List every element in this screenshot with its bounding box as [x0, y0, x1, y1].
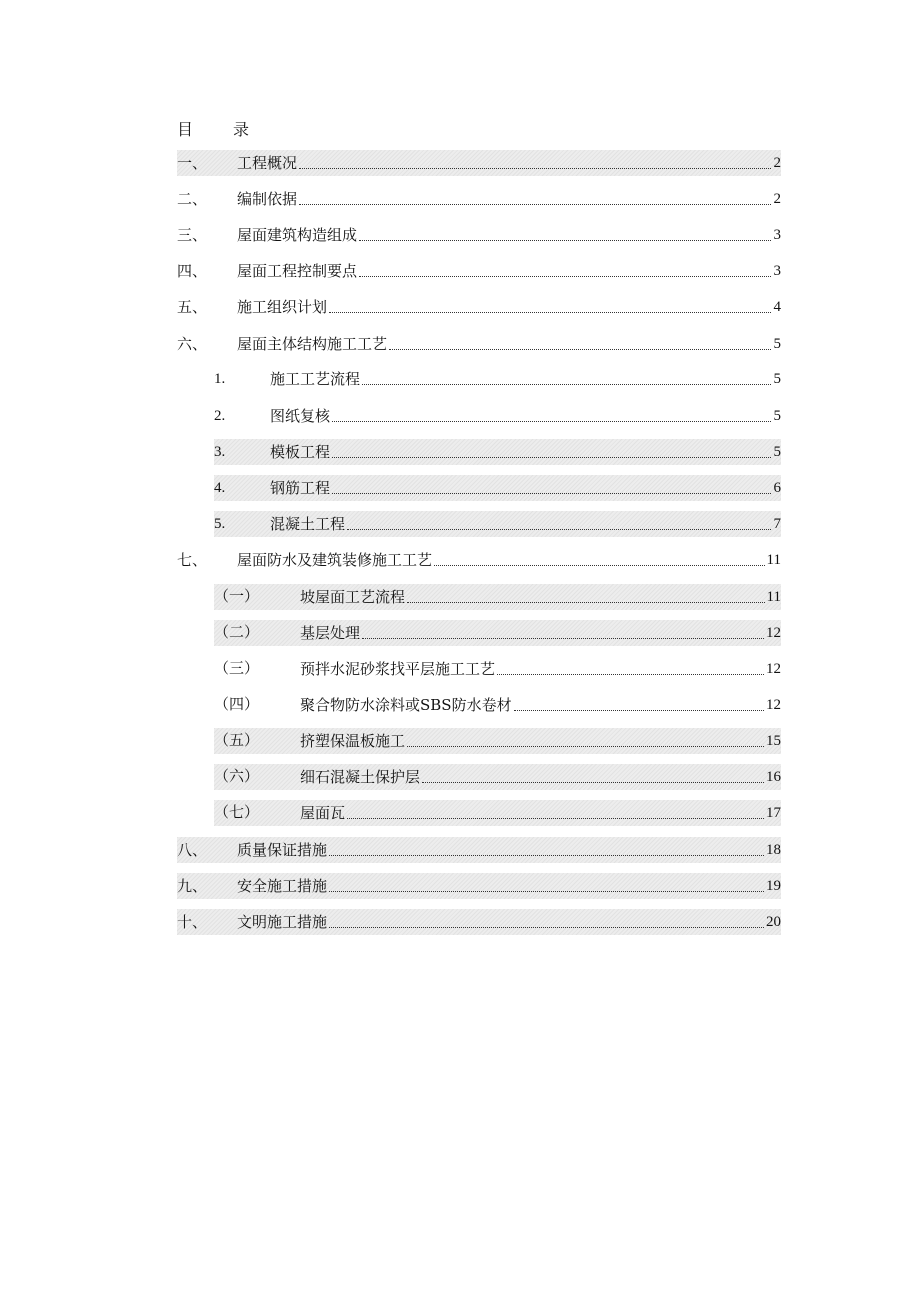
- toc-entry[interactable]: [214, 764, 781, 790]
- toc-entry[interactable]: [177, 909, 781, 935]
- toc-entry[interactable]: [177, 331, 781, 357]
- toc-entry[interactable]: [214, 620, 781, 646]
- toc-entry-number: 1.: [214, 371, 226, 387]
- toc-entry[interactable]: [177, 873, 781, 899]
- toc-leader-dots: [332, 403, 771, 429]
- toc-entry-label: 安全施工措施: [237, 877, 328, 895]
- toc-leader-dots: [299, 186, 771, 212]
- toc-entry-label: 钢筋工程: [270, 479, 331, 497]
- toc-entry-label: 工程概况: [237, 154, 298, 172]
- toc-entry[interactable]: [177, 222, 781, 248]
- toc-entry-number: 五、: [177, 298, 208, 316]
- toc-leader-dots: [332, 475, 771, 501]
- toc-entry-label: 编制依据: [237, 190, 298, 208]
- toc-leader-dots: [329, 837, 764, 863]
- toc-entry-number: （二）: [214, 625, 260, 641]
- toc-leader-dots: [329, 294, 771, 320]
- toc-entry-label: 屋面防水及建筑装修施工工艺: [237, 551, 433, 569]
- toc-entry-number: 二、: [177, 190, 208, 208]
- toc-leader-dots: [329, 873, 764, 899]
- toc-entry-number: （三）: [214, 661, 260, 677]
- toc-entry-label: 屋面主体结构施工工艺: [237, 335, 388, 353]
- toc-entry-number: 一、: [177, 154, 208, 172]
- toc-entry[interactable]: [177, 547, 781, 573]
- toc-entry-page: 16: [766, 769, 781, 785]
- toc-entry-number: 四、: [177, 262, 208, 280]
- toc-entry[interactable]: [177, 294, 781, 320]
- toc-entry-page: 12: [766, 697, 781, 713]
- toc-entry[interactable]: [177, 837, 781, 863]
- toc-entry[interactable]: [214, 584, 781, 610]
- toc-entry-label: 施工工艺流程: [270, 370, 361, 388]
- toc-entry-page: 12: [766, 625, 781, 641]
- toc-entry-page: 2: [773, 191, 781, 207]
- toc-entry-page: 5: [773, 371, 781, 387]
- toc-entry[interactable]: [214, 403, 781, 429]
- toc-entry[interactable]: [177, 186, 781, 212]
- toc-entry-number: （六）: [214, 769, 260, 785]
- toc-entry-number: 3.: [214, 444, 226, 460]
- toc-entry[interactable]: [214, 728, 781, 754]
- toc-entry-label: 预拌水泥砂浆找平层施工工艺: [300, 660, 496, 678]
- toc-title: [177, 118, 249, 142]
- toc-entry-number: （七）: [214, 805, 260, 821]
- toc-entry-page: 17: [766, 805, 781, 821]
- toc-entry[interactable]: [214, 439, 781, 465]
- toc-entry-page: 15: [766, 733, 781, 749]
- toc-leader-dots: [332, 439, 771, 465]
- toc-entry[interactable]: [177, 150, 781, 176]
- toc-entry-label: 屋面工程控制要点: [237, 262, 358, 280]
- toc-leader-dots: [299, 150, 771, 176]
- toc-leader-dots: [407, 584, 765, 610]
- toc-leader-dots: [329, 909, 764, 935]
- toc-entry-page: 19: [766, 878, 781, 894]
- toc-entry-page: 3: [773, 263, 781, 279]
- toc-entry[interactable]: [177, 258, 781, 284]
- toc-entry-label: 屋面瓦: [300, 804, 346, 822]
- toc-entry-page: 5: [773, 336, 781, 352]
- toc-entry-number: 六、: [177, 335, 208, 353]
- toc-entry-label: 模板工程: [270, 443, 331, 461]
- toc-leader-dots: [359, 258, 771, 284]
- toc-entry-label: 坡屋面工艺流程: [300, 588, 406, 606]
- toc-entry[interactable]: [214, 475, 781, 501]
- toc-entry-label: 屋面建筑构造组成: [237, 226, 358, 244]
- toc-leader-dots: [359, 222, 771, 248]
- toc-entry[interactable]: [214, 692, 781, 718]
- toc-entry-label: 图纸复核: [270, 407, 331, 425]
- toc-entry-number: 4.: [214, 480, 226, 496]
- toc-entry-page: 5: [773, 444, 781, 460]
- toc-entry-page: 20: [766, 914, 781, 930]
- toc-entry-number: 十、: [177, 913, 208, 931]
- toc-leader-dots: [362, 366, 771, 392]
- toc-entry-page: 3: [773, 227, 781, 243]
- toc-entry-number: 八、: [177, 841, 208, 859]
- toc-entry-number: 九、: [177, 877, 208, 895]
- toc-entry-page: 4: [773, 299, 781, 315]
- toc-entry-label: 挤塑保温板施工: [300, 732, 406, 750]
- toc-entry-label: 基层处理: [300, 624, 361, 642]
- toc-leader-dots: [422, 764, 764, 790]
- toc-leader-dots: [347, 800, 764, 826]
- toc-entry[interactable]: [214, 656, 781, 682]
- toc-entry-label: 混凝土工程: [270, 515, 346, 533]
- toc-leader-dots: [434, 547, 765, 573]
- toc-entry-page: 7: [773, 516, 781, 532]
- toc-entry-number: （五）: [214, 733, 260, 749]
- toc-entry[interactable]: [214, 800, 781, 826]
- toc-entry-page: 18: [766, 842, 781, 858]
- toc-entry-label: 施工组织计划: [237, 298, 328, 316]
- toc-title-part2: 录: [233, 120, 250, 139]
- toc-entry-page: 2: [773, 155, 781, 171]
- toc-entry-number: 5.: [214, 516, 226, 532]
- toc-leader-dots: [407, 728, 764, 754]
- toc-entry-page: 11: [766, 552, 781, 568]
- toc-entry-number: （四）: [214, 697, 260, 713]
- toc-leader-dots: [389, 331, 771, 357]
- toc-entry-label: 文明施工措施: [237, 913, 328, 931]
- toc-entry-number: （一）: [214, 589, 260, 605]
- toc-entry[interactable]: [214, 366, 781, 392]
- toc-leader-dots: [362, 620, 764, 646]
- toc-entry-page: 5: [773, 408, 781, 424]
- toc-entry-number: 七、: [177, 551, 208, 569]
- toc-leader-dots: [497, 656, 764, 682]
- toc-entry-page: 12: [766, 661, 781, 677]
- toc-entry-number: 三、: [177, 226, 208, 244]
- toc-leader-dots: [347, 511, 771, 537]
- toc-entry-label: 细石混凝土保护层: [300, 768, 421, 786]
- toc-entry-number: 2.: [214, 408, 226, 424]
- toc-entry-label: 质量保证措施: [237, 841, 328, 859]
- toc-entry-page: 6: [773, 480, 781, 496]
- toc-title-part1: 目: [177, 120, 194, 139]
- toc-entry-page: 11: [766, 589, 781, 605]
- toc-leader-dots: [514, 692, 764, 718]
- toc-entry[interactable]: [214, 511, 781, 537]
- toc-entry-label: 聚合物防水涂料或SBS防水卷材: [300, 696, 512, 714]
